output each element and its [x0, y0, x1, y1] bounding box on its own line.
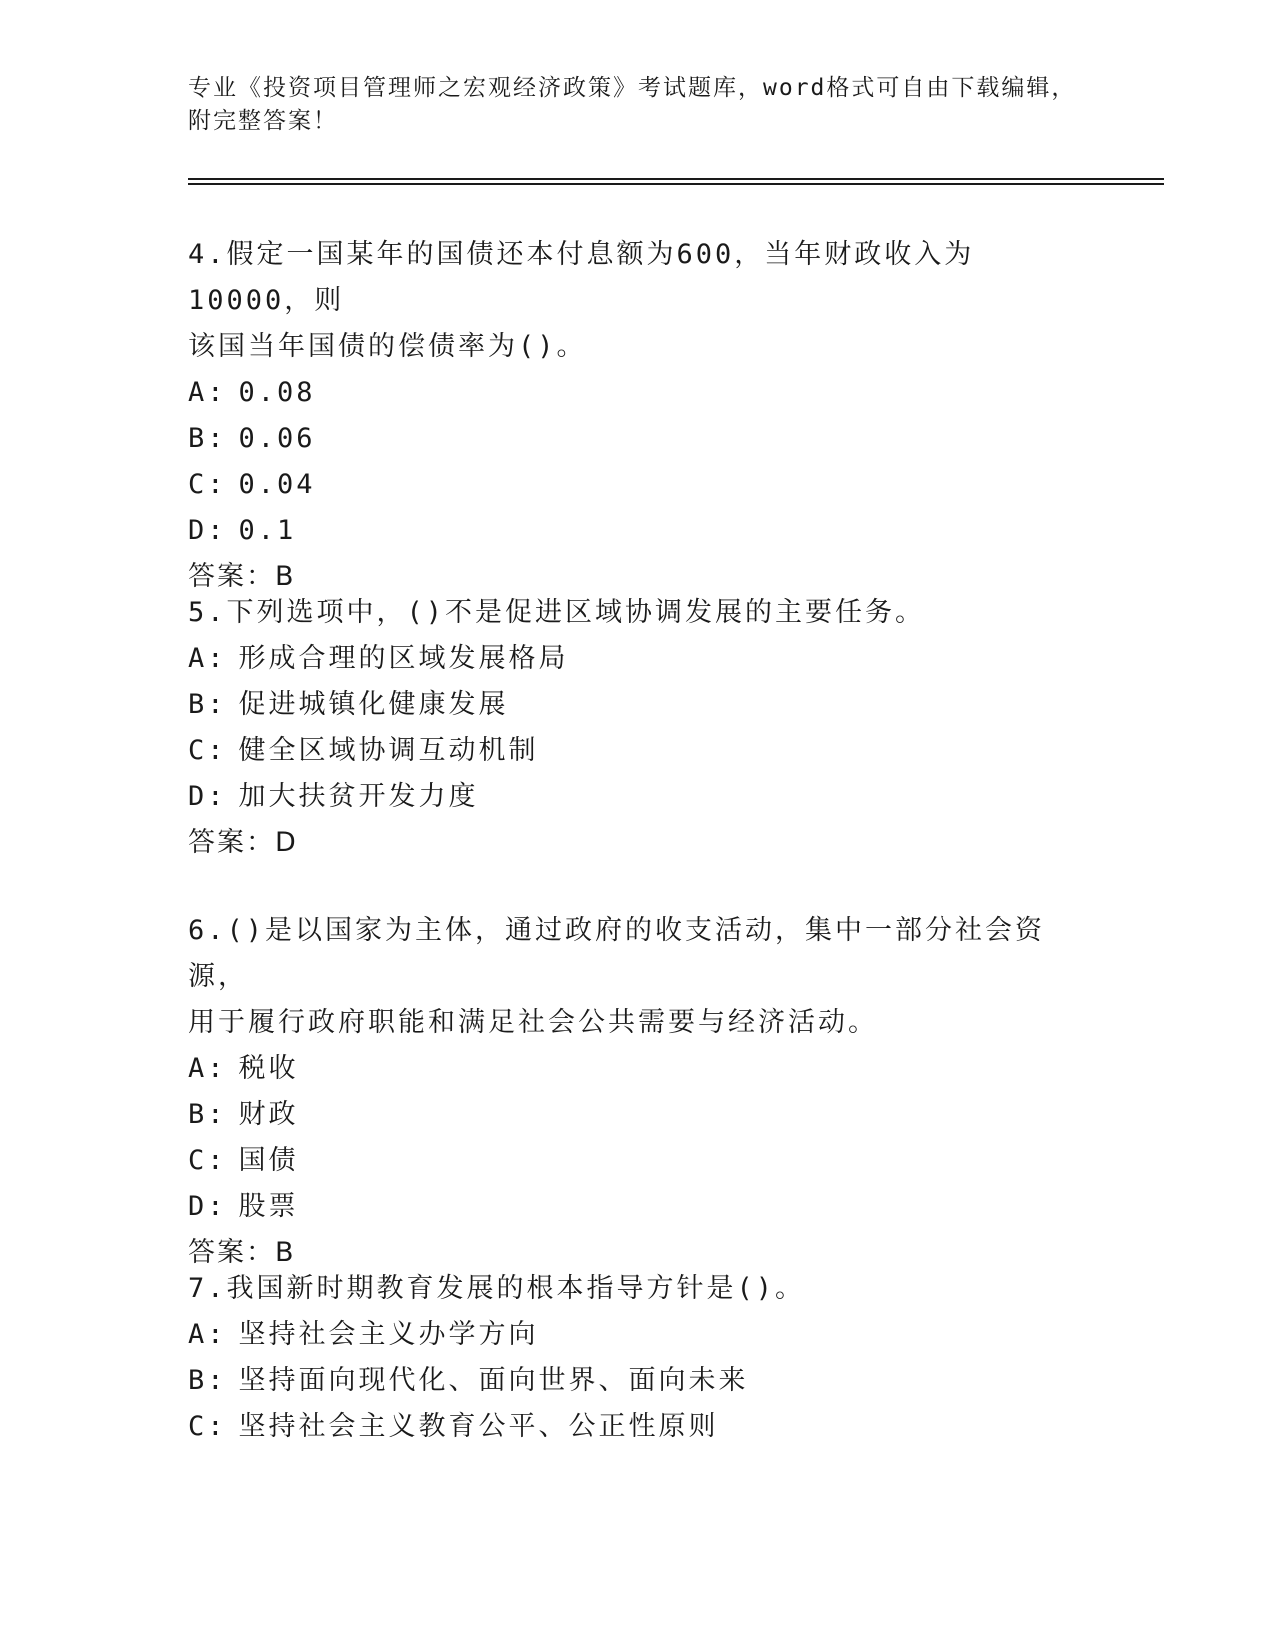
- answer-line: 答案：B: [188, 1237, 296, 1268]
- option-text: 0.08: [238, 377, 316, 408]
- option-key: A:: [188, 643, 227, 674]
- option-key: B:: [188, 423, 227, 454]
- option-c: [188, 728, 1088, 774]
- option-key: D:: [188, 781, 227, 812]
- question-stem-line1: 6.()是以国家为主体，通过政府的收支活动，集中一部分社会资源，: [188, 915, 1046, 992]
- option-text: 坚持社会主义办学方向: [238, 1319, 539, 1350]
- divider-line-top: [188, 178, 1164, 180]
- option-text: 0.1: [238, 515, 297, 546]
- question-4: [188, 232, 1088, 600]
- option-key: C:: [188, 1411, 227, 1442]
- divider-line-bottom: [188, 183, 1164, 185]
- question-7: [188, 1266, 1088, 1450]
- option-text: 健全区域协调互动机制: [238, 735, 539, 766]
- option-text: 坚持社会主义教育公平、公正性原则: [238, 1411, 719, 1442]
- option-text: 加大扶贫开发力度: [238, 781, 479, 812]
- option-key: D:: [188, 1191, 227, 1222]
- option-d: [188, 1184, 1088, 1230]
- option-b: [188, 682, 1088, 728]
- option-c: [188, 1404, 1088, 1450]
- option-text: 股票: [238, 1191, 299, 1222]
- option-key: C:: [188, 1145, 227, 1176]
- option-key: D:: [188, 515, 227, 546]
- option-d: [188, 508, 1088, 554]
- document-header: [188, 72, 1088, 138]
- question-6: [188, 908, 1088, 1276]
- answer-line: 答案：D: [188, 827, 298, 858]
- question-stem-line1: 5.下列选项中，()不是促进区域协调发展的主要任务。: [188, 597, 926, 628]
- option-key: A:: [188, 1053, 227, 1084]
- question-stem-line1: 4.假定一国某年的国债还本付息额为600，当年财政收入为10000，则: [188, 239, 975, 316]
- option-text: 0.06: [238, 423, 316, 454]
- header-intro-line1: 专业《投资项目管理师之宏观经济政策》考试题库，word格式可自由下载编辑，: [188, 75, 1077, 101]
- option-key: A:: [188, 1319, 227, 1350]
- header-intro-line2: 附完整答案！: [188, 108, 338, 134]
- question-5: [188, 590, 1088, 866]
- option-key: C:: [188, 469, 227, 500]
- double-rule-divider: [188, 178, 1164, 184]
- option-d: [188, 774, 1088, 820]
- option-text: 坚持面向现代化、面向世界、面向未来: [238, 1365, 749, 1396]
- option-text: 促进城镇化健康发展: [238, 689, 509, 720]
- option-text: 0.04: [238, 469, 316, 500]
- option-text: 国债: [238, 1145, 299, 1176]
- option-a: [188, 1046, 1088, 1092]
- option-b: [188, 416, 1088, 462]
- option-a: [188, 1312, 1088, 1358]
- option-b: [188, 1092, 1088, 1138]
- question-stem-line1: 7.我国新时期教育发展的根本指导方针是()。: [188, 1273, 806, 1304]
- option-text: 财政: [238, 1099, 299, 1130]
- option-text: 税收: [238, 1053, 299, 1084]
- option-key: A:: [188, 377, 227, 408]
- option-b: [188, 1358, 1088, 1404]
- option-c: [188, 462, 1088, 508]
- option-key: B:: [188, 1365, 227, 1396]
- option-key: C:: [188, 735, 227, 766]
- option-a: [188, 370, 1088, 416]
- option-key: B:: [188, 1099, 227, 1130]
- option-text: 形成合理的区域发展格局: [238, 643, 569, 674]
- option-c: [188, 1138, 1088, 1184]
- answer-line: 答案：B: [188, 561, 296, 592]
- option-key: B:: [188, 689, 227, 720]
- question-stem-line2: 用于履行政府职能和满足社会公共需要与经济活动。: [188, 1007, 878, 1038]
- question-stem-line2: 该国当年国债的偿债率为()。: [188, 331, 587, 362]
- option-a: [188, 636, 1088, 682]
